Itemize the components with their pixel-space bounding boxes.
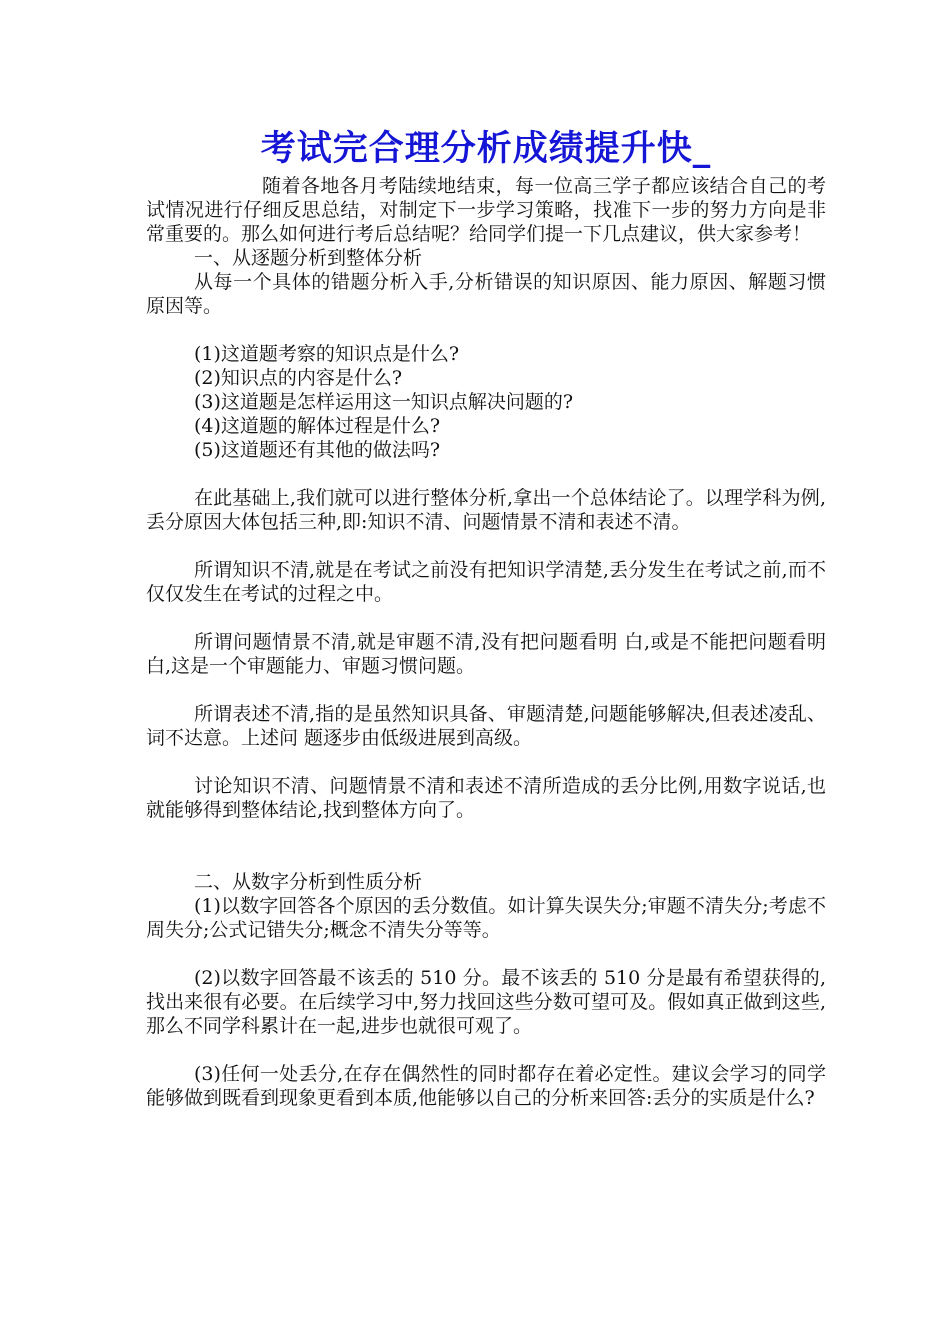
- spacer: [146, 534, 826, 558]
- section2-heading: 二、从数字分析到性质分析: [194, 871, 423, 893]
- section1-heading: 一、从逐题分析到整体分析: [194, 247, 423, 269]
- body-paragraph: 讨论知识不清、问题情景不清和表述不清所造成的丢分比例,用数字说话,也就能够得到整体结论,找到整体方向了。: [146, 775, 826, 821]
- question-item: (5)这道题还有其他的做法吗?: [194, 439, 441, 461]
- document-title: 考试完合理分析成绩提升快_: [260, 129, 712, 169]
- body-paragraph: 所谓问题情景不清,就是审题不清,没有把问题看明 白,或是不能把问题看明白,这是一个审题能力、审题习惯问题。: [146, 631, 826, 677]
- spacer: [146, 822, 826, 870]
- body-paragraph: (1)以数字回答各个原因的丢分数值。如计算失误失分;审题不清失分;考虑不周失分;公式记错失分;概念不清失分等等。: [146, 895, 826, 941]
- spacer: [146, 1038, 826, 1062]
- spacer: [146, 678, 826, 702]
- body-paragraph: 所谓表述不清,指的是虽然知识具备、审题清楚,问题能够解决,但表述凌乱、词不达意。上述问 题逐步由低级进展到高级。: [146, 703, 826, 749]
- spacer: [146, 750, 826, 774]
- question-item: (4)这道题的解体过程是什么?: [194, 415, 441, 437]
- spacer: [146, 606, 826, 630]
- spacer: [146, 942, 826, 966]
- spacer: [146, 318, 826, 342]
- section1-lead: 从每一个具体的错题分析入手,分析错误的知识原因、能力原因、解题习惯原因等。: [146, 271, 826, 317]
- body-paragraph: (2)以数字回答最不该丢的 510 分。最不该丢的 510 分是最有希望获得的,找出来很有必要。在后续学习中,努力找回这些分数可望可及。假如真正做到这些,那么不同学科累计在一起,进步也就很可观了。: [146, 967, 826, 1037]
- body-paragraph: 在此基础上,我们就可以进行整体分析,拿出一个总体结论了。以理学科为例,丢分原因大体包括三种,即:知识不清、问题情景不清和表述不清。: [146, 487, 826, 533]
- body-paragraph: 所谓知识不清,就是在考试之前没有把知识学清楚,丢分发生在考试之前,而不仅仅发生在考试的过程之中。: [146, 559, 826, 605]
- intro-paragraph: 随着各地各月考陆续地结束，每一位高三学子都应该结合自己的考试情况进行仔细反思总结，对制定下一步学习策略，找准下一步的努力方向是非常重要的。那么如何进行考后总结呢？给同学们提一下几点建议，供大家参考！: [146, 175, 826, 245]
- body-paragraph: (3)任何一处丢分,在存在偶然性的同时都存在着必定性。建议会学习的同学能够做到既看到现象更看到本质,他能够以自己的分析来回答:丢分的实质是什么?: [146, 1063, 826, 1109]
- question-item: (1)这道题考察的知识点是什么?: [194, 343, 460, 365]
- question-item: (3)这道题是怎样运用这一知识点解决问题的?: [194, 391, 574, 413]
- question-item: (2)知识点的内容是什么?: [194, 367, 403, 389]
- document-body: [146, 124, 826, 1110]
- spacer: [146, 462, 826, 486]
